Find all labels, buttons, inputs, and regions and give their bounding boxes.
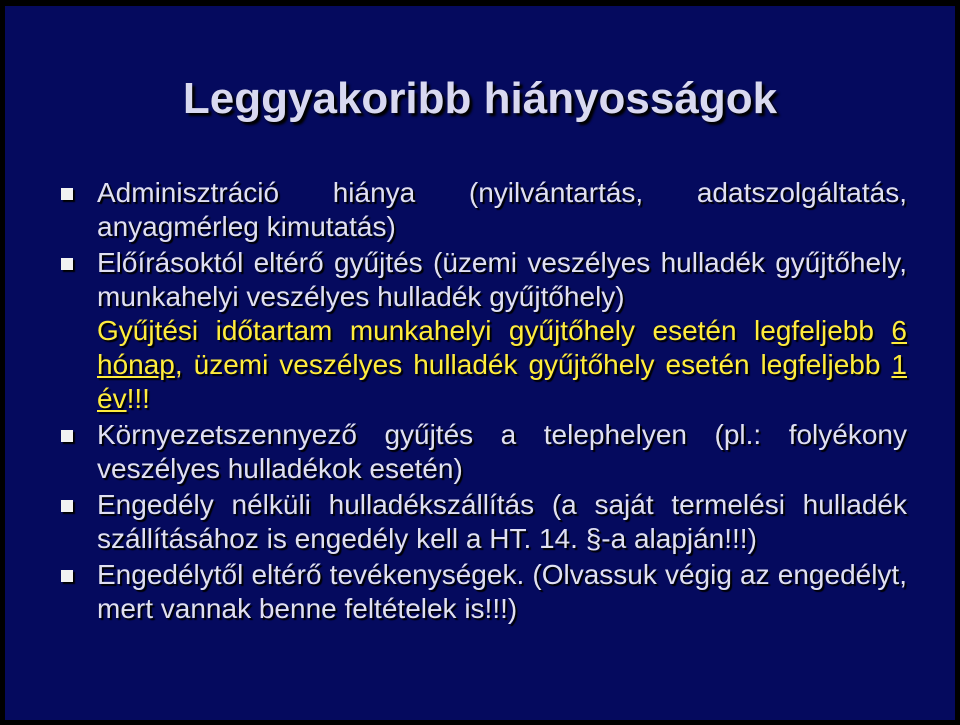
highlight-duration-1-year: 1 év: [97, 349, 907, 414]
bullet-item: [61, 488, 907, 556]
slide-title: Leggyakoribb hiányosságok: [182, 74, 778, 123]
highlight-text: , üzemi veszélyes hulladék gyűjtőhely esetén legfeljebb: [174, 349, 892, 380]
bullet-item: [61, 558, 907, 626]
square-bullet-icon: [61, 570, 73, 582]
square-bullet-icon: [61, 188, 73, 200]
bullet-item: [61, 176, 907, 244]
bullet-text: Környezetszennyező gyűjtés a telephelyen (pl.: folyékony veszélyes hulladékok esetén): [97, 419, 907, 484]
highlight-text: Gyűjtési időtartam munkahelyi gyűjtőhely esetén legfeljebb: [97, 315, 892, 346]
bullet-item: [61, 246, 907, 314]
bullet-text: Engedélytől eltérő tevékenységek. (Olvassuk végig az engedélyt, mert vannak benne feltételek is!!!): [97, 559, 907, 624]
slide: [5, 6, 955, 720]
bullet-text: Adminisztráció hiánya (nyilvántartás, adatszolgáltatás, anyagmérleg kimutatás): [97, 177, 907, 242]
bullet-text: Előírásoktól eltérő gyűjtés (üzemi veszélyes hulladék gyűjtőhely, munkahelyi veszélyes hulladék gyűjtőhely): [97, 247, 907, 312]
bullet-item: [61, 418, 907, 486]
square-bullet-icon: [61, 430, 73, 442]
bullet-list: [61, 176, 907, 628]
bullet-text: Engedély nélküli hulladékszállítás (a saját termelési hulladék szállításához is engedély kell a HT. 14. §-a alapján!!!): [97, 489, 907, 554]
square-bullet-icon: [61, 258, 73, 270]
highlight-note: [61, 314, 907, 416]
square-bullet-icon: [61, 500, 73, 512]
highlight-duration-6-months: 6 hónap: [97, 315, 907, 380]
highlight-exclamation: !!!: [126, 383, 150, 414]
